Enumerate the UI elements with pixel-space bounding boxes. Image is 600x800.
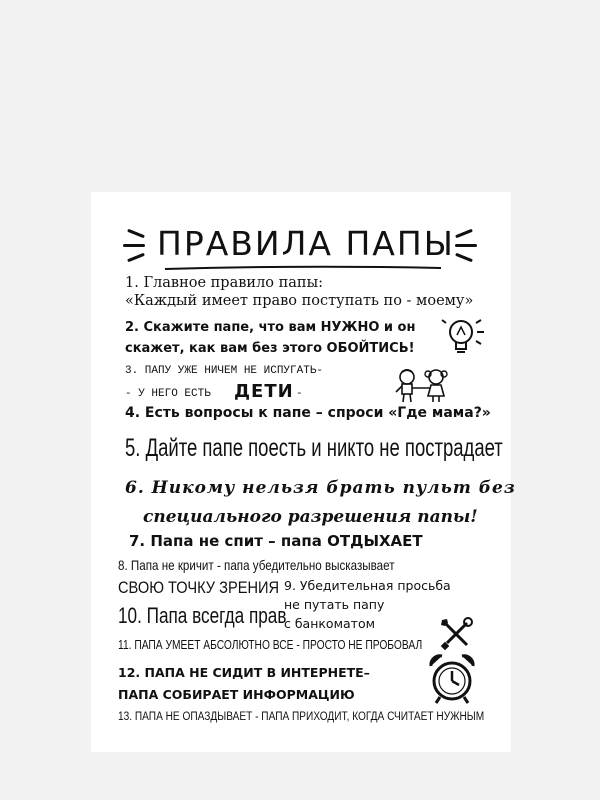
lightbulb-icon <box>439 317 487 359</box>
ray-decoration <box>123 244 145 247</box>
rule-12-line-2: ПАПА СОБИРАЕТ ИНФОРМАЦИЮ <box>118 687 355 702</box>
page-title: ПРАВИЛА ПАПЫ <box>157 224 455 263</box>
rule-4: 4. Есть вопросы к папе – спроси «Где мама?» <box>125 405 491 421</box>
rule-6-line-1: 6. Никому нельзя брать пульт без <box>125 478 516 498</box>
rule-9-line-2: не путать папу <box>284 597 385 612</box>
rule-8-line-1: 8. Папа не кричит - папа убедительно высказывает <box>118 557 395 573</box>
rule-1-line-2: «Каждый имеет право поступать по - моему» <box>125 293 474 309</box>
poster <box>91 192 516 752</box>
children-doodle-icon <box>394 368 454 404</box>
ray-decoration <box>455 229 473 239</box>
rule-11: 11. ПАПА УМЕЕТ АБСОЛЮТНО ВСЕ - ПРОСТО НЕ ПРОБОВАЛ <box>118 638 423 652</box>
rule-1-line-1: 1. Главное правило папы: <box>125 275 324 291</box>
ray-decoration <box>127 229 145 239</box>
rule-5: 5. Дайте папе поесть и никто не пострадает <box>125 434 503 462</box>
rule-3-line-2c: - <box>296 388 303 400</box>
rule-2-line-2: скажет, как вам без этого ОБОЙТИСЬ! <box>125 341 415 356</box>
rule-12-line-1: 12. ПАПА НЕ СИДИТ В ИНТЕРНЕТЕ– <box>118 665 370 680</box>
rule-2-line-1: 2. Скажите папе, что вам НУЖНО и он <box>125 320 416 335</box>
ray-decoration <box>455 244 477 247</box>
ray-decoration <box>127 253 145 263</box>
rule-3-line-2a: - У НЕГО ЕСТЬ <box>125 388 211 400</box>
rule-7: 7. Папа не спит – папа ОТДЫХАЕТ <box>129 532 423 550</box>
rule-6-line-2: специального разрешения папы! <box>143 507 478 527</box>
ray-decoration <box>455 253 473 263</box>
rule-13: 13. ПАПА НЕ ОПАЗДЫВАЕТ - ПАПА ПРИХОДИТ, КОГДА СЧИТАЕТ НУЖНЫМ <box>118 711 485 723</box>
rule-9-line-3: с банкоматом <box>284 616 376 631</box>
rule-8-line-2: СВОЮ ТОЧКУ ЗРЕНИЯ <box>118 578 280 597</box>
title-block <box>91 222 511 272</box>
rule-3-line-1: 3. ПАПУ УЖЕ НИЧЕМ НЕ ИСПУГАТЬ- <box>125 365 324 377</box>
rule-10: 10. Папа всегда прав <box>118 603 287 628</box>
alarm-clock-icon <box>423 650 481 708</box>
title-underline <box>163 264 443 272</box>
rule-9-line-1: 9. Убедительная просьба <box>284 578 451 593</box>
tools-icon <box>439 617 473 651</box>
rule-3-line-2b: ДЕТИ <box>234 381 294 402</box>
